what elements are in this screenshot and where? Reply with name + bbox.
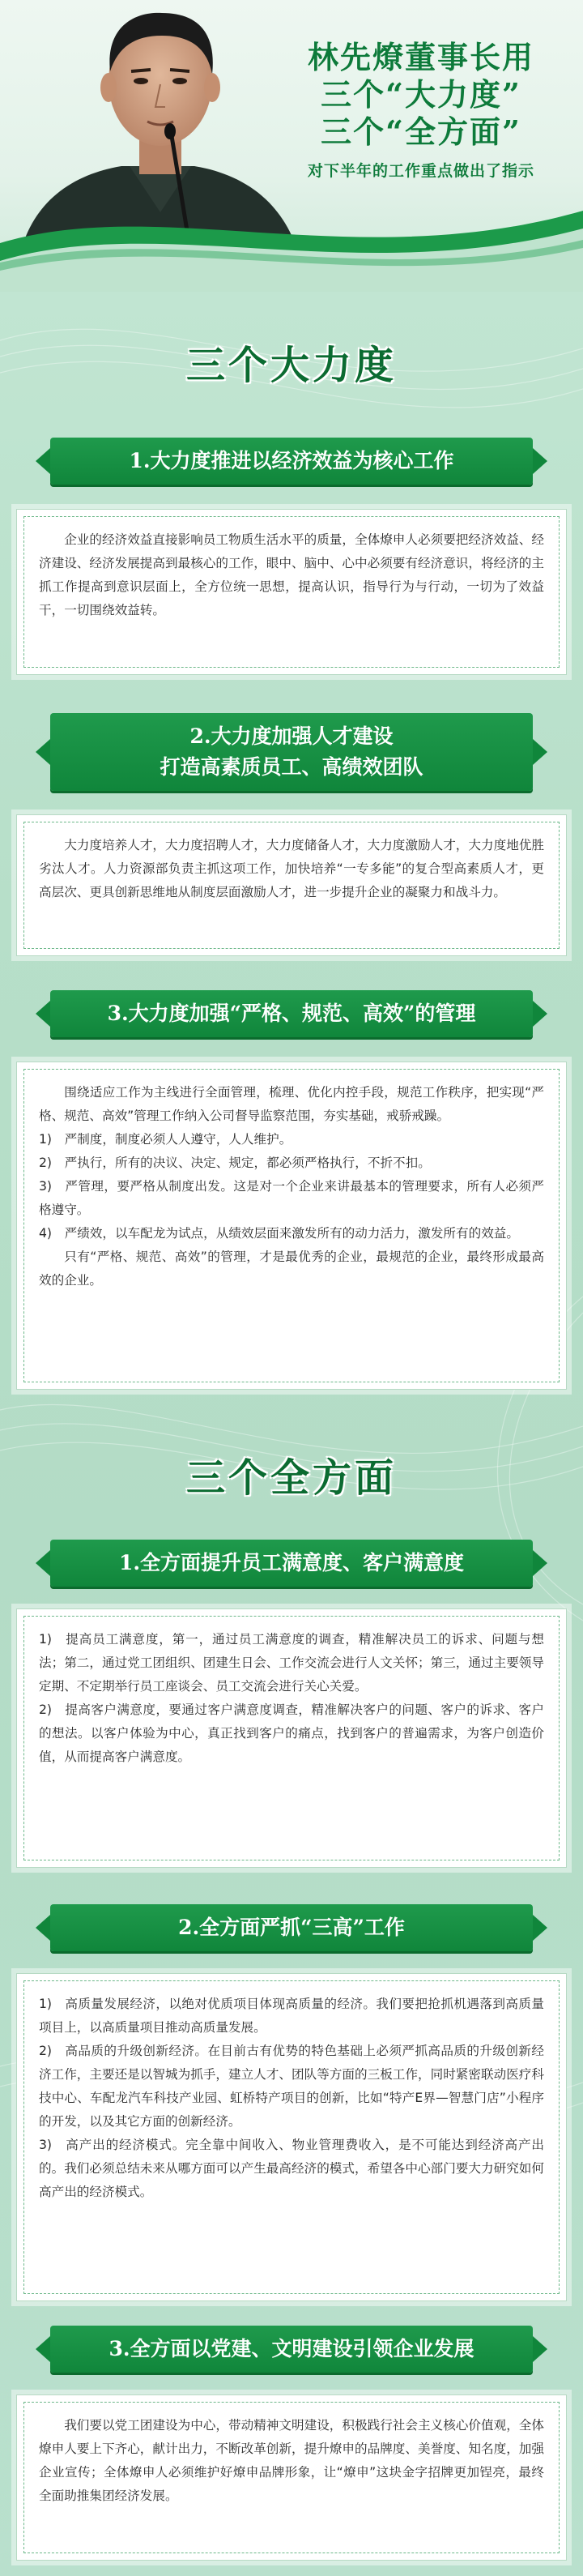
section1-item3-banner: [50, 990, 533, 1037]
section1-item3-title: 3.大力度加强“严格、规范、高效”的管理: [107, 1002, 476, 1025]
section1-item2-paragraph-1: 大力度培养人才，大力度招聘人才，大力度储备人才，大力度激励人才，大力度地优胜劣汰人才。人力资源部负责主抓这项工作，加快培养“一专多能”的复合型高素质人才，更高层次、更具创新思维地从制度层面激励人才，进一步提升企业的凝聚力和战斗力。: [39, 838, 544, 899]
header-title-line-3: 三个“全方面”: [321, 113, 521, 150]
header-title-line-1: 林先燎董事长用: [307, 39, 534, 75]
section1-item1-banner: [50, 438, 533, 485]
section2-heading: 三个全方面: [185, 1455, 397, 1501]
section2-item3-paragraph-1: 我们要以党工团建设为中心，带动精神文明建设，积极践行社会主义核心价值观，全体燎申人要上下齐心，献计出力，不断改革创新，提升燎申的品牌度、美誉度、知名度，加强企业宣传；全体燎申人必须维护好燎申品牌形象，让“燎申”这块金字招牌更加锃亮，最终全面助推集团经济发展。: [39, 2418, 544, 2503]
section1-item2-banner: [50, 713, 533, 791]
section1-item3-box: [16, 1062, 567, 1390]
section1-item1-box: [16, 509, 567, 675]
section1-item2-title-line-1: 2.大力度加强人才建设: [189, 724, 394, 748]
header-subtitle: 对下半年的工作重点做出了指示: [307, 162, 534, 180]
section1-item2-box: [16, 814, 567, 956]
header-banner: [0, 0, 583, 292]
section2-item3-banner: [50, 2326, 533, 2373]
header-green-swoosh: [0, 194, 583, 292]
section2-item2-point-3: 3) 高产出的经济模式。完全靠中间收入、物业管理费收入，是不可能达到经济高产出的。我们必须总结未来从哪方面可以产生最高经济的模式，希望各中心部门要大力研究如何高产出的经济模式。: [39, 2138, 544, 2199]
section2-item1-banner: [50, 1540, 533, 1587]
section1-heading: 三个大力度: [185, 343, 397, 388]
section2-item2-point-2: 2) 高品质的升级创新经济。在目前古有优势的特色基础上必须严抓高品质的升级创新经济工作，主要还是以智城为抓手，建立人才、团队等方面的三板工作，同时紧密联动医疗科技中心、车配龙汽车科技产业园、虹桥特产项目的创新，比如“特产E界—智慧门店”小程序的开发，以及其它方面的创新经济。: [39, 2044, 544, 2129]
section2-item1-point-1: 1) 提高员工满意度，第一，通过员工满意度的调查，精准解决员工的诉求、问题与想法；第二，通过党工团组织、团建生日会、工作交流会进行人文关怀；第三，通过主要领导定期、不定期举行员工座谈会、员工交流会进行关心关爱。: [39, 1632, 544, 1694]
section2-item2-title: 2.全方面严抓“三高”工作: [178, 1916, 405, 1939]
section1-item3-point-3: 3) 严管理，要严格从制度出发。这是对一个企业来讲最基本的管理要求，所有人必须严格遵守。: [39, 1179, 544, 1217]
section1-item3-point-2: 2) 严执行，所有的决议、决定、规定，都必须严格执行，不折不扣。: [39, 1156, 431, 1170]
section2-item3-box: [16, 2394, 567, 2561]
section2-item3-title: 3.全方面以党建、文明建设引领企业发展: [109, 2337, 474, 2360]
header-title-line-2: 三个“大力度”: [321, 76, 521, 113]
section1-item1-paragraph-1: 企业的经济效益直接影响员工物质生活水平的质量，全体燎申人必须要把经济效益、经济建设、经济发展提高到最核心的工作，眼中、脑中、心中必须要有经济意识，将经济的主抓工作提高到意识层面上，全方位统一思想，提高认识，指导行为与行动，一切为了效益干，一切围绕效益转。: [39, 532, 544, 617]
section2-item1-point-2: 2) 提高客户满意度，要通过客户满意度调查，精准解决客户的问题、客户的诉求、客户的想法。以客户体验为中心，真正找到客户的痛点，找到客户的普遍需求，为客户创造价值，从而提高客户满意度。: [39, 1702, 544, 1764]
section2-item2-box: [16, 1973, 567, 2301]
section2-item2-point-1: 1) 高质量发展经济，以绝对优质项目体现高质量的经济。我们要把抢抓机遇落到高质量项目上，以高质量项目推动高质量发展。: [39, 1997, 544, 2035]
section2-item1-title: 1.全方面提升员工满意度、客户满意度: [118, 1551, 465, 1574]
section1-item3-point-4: 4) 严绩效，以车配龙为试点，从绩效层面来激发所有的动力活力，激发所有的效益。: [39, 1226, 519, 1241]
section1-item2-title-line-2: 打造高素质员工、高绩效团队: [160, 755, 423, 779]
header-title-block: [292, 39, 551, 181]
section1-item3-point-1: 1) 严制度，制度必须人人遵守，人人维护。: [39, 1132, 292, 1147]
section2-item1-box: [16, 1608, 567, 1868]
section1-item3-paragraph-2: 只有“严格、规范、高效”的管理，才是最优秀的企业，最规范的企业，最终形成最高效的企业。: [39, 1250, 544, 1288]
section1-item3-paragraph-1: 围绕适应工作为主线进行全面管理，梳理、优化内控手段，规范工作秩序，把实现“严格、规范、高效”管理工作纳入公司督导监察范围，夯实基础，戒骄戒躁。: [39, 1085, 544, 1123]
section1-item1-title: 1.大力度推进以经济效益为核心工作: [129, 449, 454, 472]
section2-item2-banner: [50, 1904, 533, 1951]
